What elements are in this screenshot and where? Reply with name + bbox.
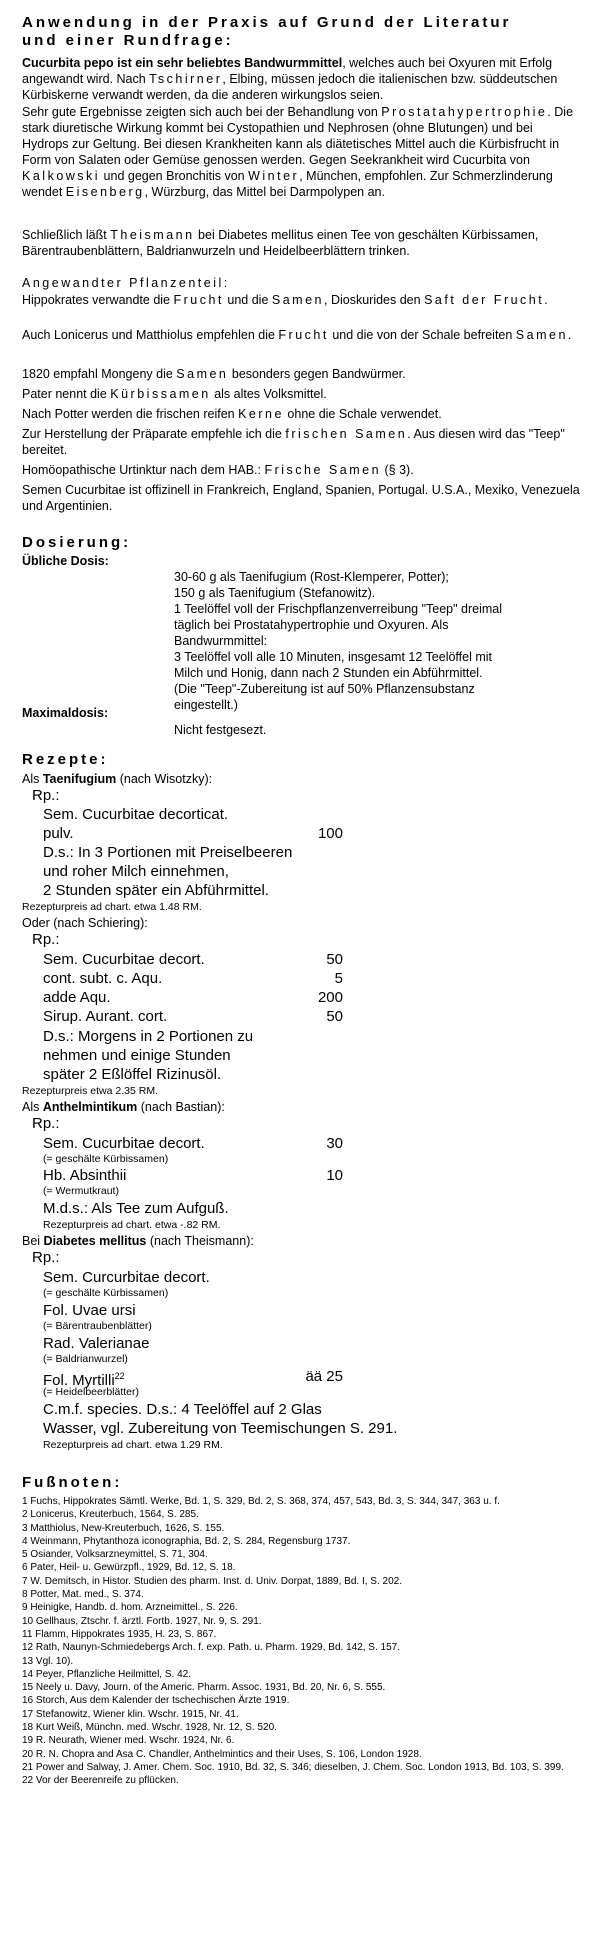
recipe-4-comment-4: (= Heidelbeerblätter): [43, 1386, 140, 1398]
recipe-2-amount-4: 50: [326, 1008, 343, 1025]
pflanzenteil-line-8: Semen Cucurbitae ist offizinell in Frankreich, England, Spanien, Portugal. U.S.A., Mexiko, Venezuela und Argentinien.: [22, 483, 580, 513]
recipe-3-comment-2: (= Wermutkraut): [43, 1185, 119, 1197]
footnote-item: 5 Osiander, Volksarzneymittel, S. 71, 304.: [22, 1549, 208, 1561]
recipe-1-line-4: und roher Milch einnehmen,: [43, 863, 229, 880]
recipe-2-rp: Rp.:: [32, 931, 60, 948]
recipe-2-price: Rezepturpreis etwa 2.35 RM.: [22, 1085, 158, 1097]
recipe-2-line-3: adde Aqu.: [43, 989, 111, 1006]
recipe-4-amount-4: ää 25: [305, 1368, 343, 1385]
footnote-item: 17 Stefanowitz, Wiener klin. Wschr. 1915, Nr. 41.: [22, 1708, 239, 1720]
paragraph-bandwurmmittel: Cucurbita pepo ist ein sehr beliebtes Bandwurmmittel, welches auch bei Oxyuren mit Erfolg angewandt wird. Nach Tschirner, Elbing, müssen jedoch die italienischen bzw. süddeutschen Kürbiskerne verwandt werden, da die anderen wirkungslos seien.: [22, 56, 558, 102]
paragraph-prostata: Sehr gute Ergebnisse zeigten sich auch bei der Behandlung von Prostatahypertrophie. Die stark diuretische Wirkung kommt bei Cystopathien und Nephrosen (ohne Blutungen) und bei Hydrops zur Geltung. Bei diesen Krankheiten kann als diätetisches Mittel auch die Kürbisfrucht in Form von Salaten oder Gemüse genossen werden. Gegen Seekrankheit wird Cucurbita von Kalkowski und gegen Bronchitis von Winter, München, empfohlen. Zur Schmerzlinderung wendet Eisenberg, Würzburg, das Mittel bei Darmpolypen an.: [22, 105, 574, 199]
recipe-2-line-6: nehmen und einige Stunden: [43, 1047, 231, 1064]
recipe-3-heading: Als Anthelmintikum (nach Bastian):: [22, 1100, 225, 1114]
recipe-1-price: Rezepturpreis ad chart. etwa 1.48 RM.: [22, 901, 202, 913]
recipe-1-line-5: 2 Stunden später ein Abführmittel.: [43, 882, 269, 899]
footnote-item: 8 Potter, Mat. med., S. 374.: [22, 1589, 144, 1601]
recipe-4-heading: Bei Diabetes mellitus (nach Theismann):: [22, 1234, 254, 1248]
recipe-2-amount-1: 50: [326, 951, 343, 968]
footnote-item: 22 Vor der Beerenreife zu pflücken.: [22, 1775, 179, 1787]
pflanzenteil-line-1: Hippokrates verwandte die Frucht und die Samen, Dioskurides den Saft der Frucht.: [22, 293, 548, 307]
footnote-item: 6 Pater, Heil- u. Gewürzpfl., 1929, Bd. 12, S. 18.: [22, 1562, 236, 1574]
footnote-item: 20 R. N. Chopra and Asa C. Chandler, Anthelmintics and their Uses, S. 106, London 1928.: [22, 1748, 422, 1760]
dose-text: 30-60 g als Taenifugium (Rost-Klemperer, Potter); 150 g als Taenifugium (Stefanowitz). 1 Teelöffel voll der Frischpflanzenverreibung "Teep" dreimal täglich bei Prostatahypertrophie und Oxyuren. Als Bandwurmmittel: 3 Teelöffel voll alle 10 Minuten, insgesamt 12 Teelöffel mit Milch und Honig, dann nach 2 Stunden ein Abführmittel. (Die "Teep"-Zubereitung ist auf 50% Pflanzensubstanz eingestellt.): [174, 570, 503, 712]
maximaldosis-label: Maximaldosis:: [22, 706, 109, 720]
pflanzenteil-line-7: Homöopathische Urtinktur nach dem HAB.: Frische Samen (§ 3).: [22, 463, 414, 477]
footnote-item: 12 Rath, Naunyn-Schmiedebergs Arch. f. exp. Path. u. Pharm. 1929, Bd. 142, S. 157.: [22, 1642, 400, 1654]
recipe-4-line-6: Wasser, vgl. Zubereitung von Teemischungen S. 291.: [43, 1420, 398, 1437]
footnote-item: 7 W. Demitsch, in Histor. Studien des pharm. Inst. d. Univ. Dorpat, 1889, Bd. I, S. 202.: [22, 1575, 402, 1587]
recipe-4-line-5: C.m.f. species. D.s.: 4 Teelöffel auf 2 Glas: [43, 1401, 322, 1418]
recipe-3-price: Rezepturpreis ad chart. etwa -.82 RM.: [43, 1219, 221, 1231]
recipe-4-comment-1: (= geschälte Kürbissamen): [43, 1287, 169, 1299]
paragraph-diabetes: Schließlich läßt Theismann bei Diabetes mellitus einen Tee von geschälten Kürbissamen, Bärentraubenblättern, Baldrianwurzeln und Heidelbeerblättern trinken.: [22, 228, 539, 258]
footnote-item: 21 Power and Salway, J. Amer. Chem. Soc. 1910, Bd. 32, S. 346; dieselben, J. Chem. Soc. London 1913, Bd. 103, S. 399.: [22, 1761, 564, 1773]
recipe-4-price: Rezepturpreis ad chart. etwa 1.29 RM.: [43, 1439, 223, 1451]
rezepte-title: Rezepte:: [22, 751, 109, 768]
recipe-2-line-5: D.s.: Morgens in 2 Portionen zu: [43, 1028, 254, 1045]
recipe-2-amount-2: 5: [334, 970, 343, 987]
recipe-4-line-3: Rad. Valerianae: [43, 1335, 150, 1352]
footnote-item: 2 Lonicerus, Kreuterbuch, 1564, S. 285.: [22, 1509, 199, 1521]
footnote-ref-22: 22: [114, 1371, 125, 1381]
recipe-1-amount-2: 100: [317, 825, 343, 842]
recipe-1-rp: Rp.:: [32, 787, 60, 804]
recipe-2-amount-3: 200: [317, 989, 343, 1006]
footnote-item: 1 Fuchs, Hippokrates Sämtl. Werke, Bd. 1, S. 329, Bd. 2, S. 368, 374, 457, 543, Bd. 3, S. 344, 347, 363 u. f.: [22, 1496, 500, 1507]
recipe-3-line-2: Hb. Absinthii: [43, 1167, 127, 1184]
heading-line-2: und einer Rundfrage:: [22, 32, 234, 49]
section-heading-anwendung: [22, 14, 511, 50]
footnote-item: 3 Matthiolus, New-Kreuterbuch, 1626, S. 155.: [22, 1522, 225, 1534]
recipe-4-rp: Rp.:: [32, 1249, 60, 1266]
pflanzenteil-line-5: Nach Potter werden die frischen reifen Kerne ohne die Schale verwendet.: [22, 407, 442, 421]
pflanzenteil-line-4: Pater nennt die Kürbissamen als altes Volksmittel.: [22, 387, 327, 401]
pflanzenteil-line-3: 1820 empfahl Mongeny die Samen besonders gegen Bandwürmer.: [22, 367, 406, 381]
recipe-3-comment-1: (= geschälte Kürbissamen): [43, 1153, 169, 1165]
pflanzenteil-line-2: Auch Lonicerus und Matthiolus empfehlen die Frucht und die von der Schale befreiten Samen.: [22, 328, 572, 342]
recipe-1-heading: Als Taenifugium (nach Wisotzky):: [22, 772, 213, 786]
recipe-3-line-1: Sem. Cucurbitae decort.: [43, 1135, 205, 1152]
recipe-1-line-1: Sem. Cucurbitae decorticat.: [43, 806, 229, 823]
footnote-item: 13 Vgl. 10).: [22, 1655, 74, 1667]
footnote-item: 18 Kurt Weiß, Münchn. med. Wschr. 1928, Nr. 12, S. 520.: [22, 1722, 277, 1734]
footnote-item: 16 Storch, Aus dem Kalender der tschechischen Ärzte 1919.: [22, 1695, 290, 1707]
recipe-4-line-1: Sem. Curcurbitae decort.: [43, 1269, 210, 1286]
recipe-3-line-3: M.d.s.: Als Tee zum Aufguß.: [43, 1200, 229, 1217]
pflanzenteil-title: Angewandter Pflanzenteil:: [22, 276, 230, 290]
footnote-list: [22, 1495, 582, 1788]
recipe-4-comment-3: (= Baldrianwurzel): [43, 1353, 128, 1365]
recipe-4-comment-2: (= Bärentraubenblätter): [43, 1320, 152, 1332]
maximaldosis-value: Nicht festgesezt.: [174, 723, 267, 737]
recipe-1-line-3: D.s.: In 3 Portionen mit Preiselbeeren: [43, 844, 293, 861]
recipe-4-line-2: Fol. Uvae ursi: [43, 1302, 136, 1319]
footnote-item: 11 Flamm, Hippokrates 1935, H. 23, S. 867.: [22, 1628, 217, 1640]
fussnoten-title: Fußnoten:: [22, 1474, 123, 1491]
uebliche-dosis-label: Übliche Dosis:: [22, 554, 109, 568]
footnote-item: 9 Heinigke, Handb. d. hom. Arzneimittel., S. 226.: [22, 1602, 238, 1614]
footnote-item: 4 Weinmann, Phytanthoza iconographia, Bd. 2, S. 284, Regensburg 1737.: [22, 1535, 351, 1547]
recipe-2-line-4: Sirup. Aurant. cort.: [43, 1008, 168, 1025]
heading-line-1: Anwendung in der Praxis auf Grund der Literatur: [22, 14, 512, 31]
dosierung-title: Dosierung:: [22, 534, 132, 551]
recipe-2-line-1: Sem. Cucurbitae decort.: [43, 951, 205, 968]
recipe-1-line-2: pulv.: [43, 825, 74, 842]
footnote-item: 10 Gellhaus, Ztschr. f. ärztl. Fortb. 1927, Nr. 9, S. 291.: [22, 1615, 262, 1627]
recipe-2-line-2: cont. subt. c. Aqu.: [43, 970, 163, 987]
recipe-3-rp: Rp.:: [32, 1115, 60, 1132]
recipe-3-amount-2: 10: [326, 1167, 343, 1184]
footnote-item: 15 Neely u. Davy, Journ. of the Americ. Pharm. Assoc. 1931, Bd. 20, Nr. 6, S. 555.: [22, 1682, 386, 1694]
footnote-item: 14 Peyer, Pflanzliche Heilmittel, S. 42.: [22, 1668, 191, 1680]
footnote-item: 19 R. Neurath, Wiener med. Wschr. 1924, Nr. 6.: [22, 1735, 235, 1747]
recipe-4-line-4: Fol. Myrtilli$^{22}$: [43, 1371, 125, 1389]
recipe-2-heading: Oder (nach Schiering):: [22, 916, 148, 930]
pflanzenteil-line-6: Zur Herstellung der Präparate empfehle ich die frischen Samen. Aus diesen wird das "Teep" bereitet.: [22, 427, 565, 457]
recipe-3-amount-1: 30: [326, 1135, 343, 1152]
recipe-2-line-7: später 2 Eßlöffel Rizinusöl.: [43, 1066, 222, 1083]
